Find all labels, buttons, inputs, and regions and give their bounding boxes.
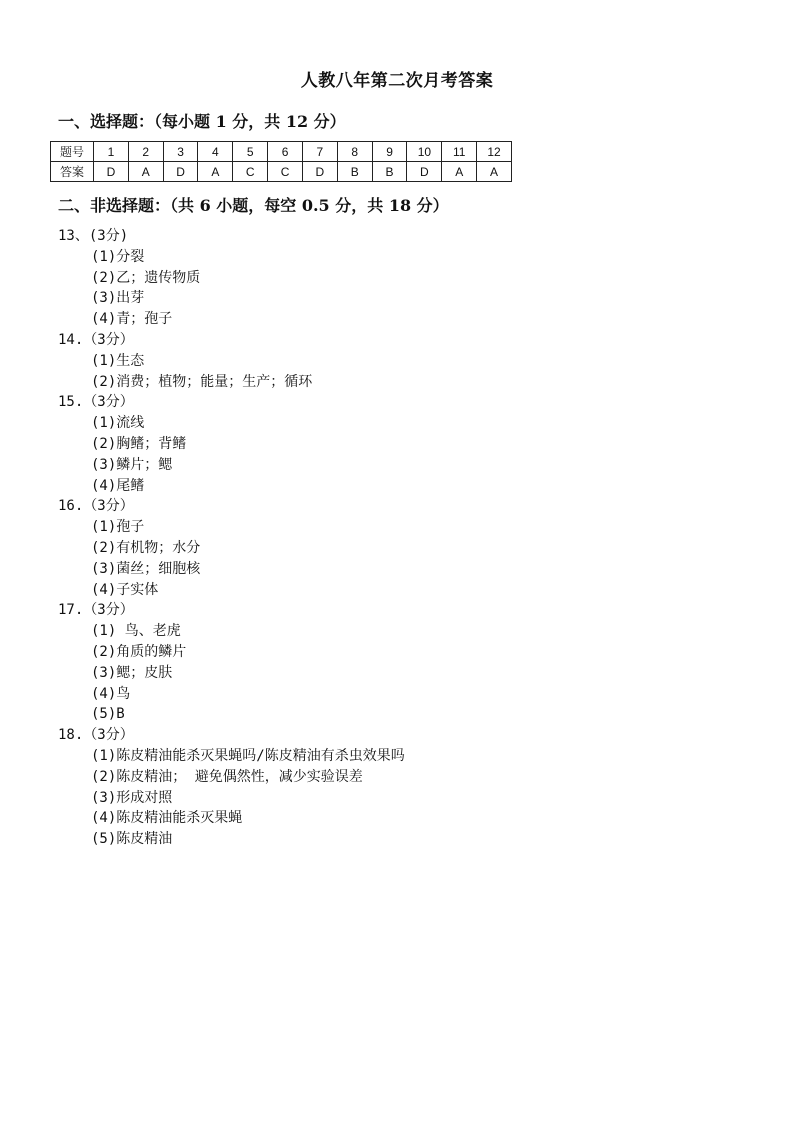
page-title: 人教八年第二次月考答案: [300, 71, 494, 91]
question-number-cell: 6: [268, 142, 303, 162]
answer-cell: A: [128, 162, 163, 182]
answer-cell: B: [337, 162, 372, 182]
answer-cell: D: [94, 162, 129, 182]
answer-line: (4)陈皮精油能杀灭果蝇: [91, 810, 243, 827]
answer-line: (1)分裂: [91, 248, 145, 265]
answer-cell: D: [302, 162, 337, 182]
question-number-cell: 8: [337, 142, 372, 162]
question-number-cell: 10: [407, 142, 442, 162]
answer-line: (4)鸟: [91, 685, 131, 702]
question-number-cell: 4: [198, 142, 233, 162]
row-label-answer: 答案: [51, 162, 94, 182]
answer-line: (3)形成对照: [91, 789, 173, 806]
answer-cell: C: [233, 162, 268, 182]
question-block-18: [58, 725, 758, 850]
answer-line: (1) 鸟、老虎: [91, 623, 181, 640]
question-label: 16.（3分）: [58, 498, 134, 515]
question-number-cell: 2: [128, 142, 163, 162]
question-number-cell: 1: [94, 142, 129, 162]
answer-line: (3)鳃；皮肤: [91, 664, 173, 681]
answer-cell: D: [163, 162, 198, 182]
question-block-13: [58, 226, 758, 330]
answer-line: (1)孢子: [91, 519, 145, 536]
answer-line: (2)角质的鳞片: [91, 643, 187, 660]
answer-line: (3)鳞片；鳃: [91, 456, 173, 473]
question-block-14: [58, 330, 758, 392]
answer-line: (4)尾鳍: [91, 477, 145, 494]
question-number-cell: 5: [233, 142, 268, 162]
question-number-cell: 11: [442, 142, 477, 162]
answer-cell: A: [477, 162, 512, 182]
question-label: 18.（3分）: [58, 727, 134, 744]
answer-line: (5)陈皮精油: [91, 831, 173, 848]
question-number-cell: 7: [302, 142, 337, 162]
answer-line: (2)胸鳍；背鳍: [91, 435, 187, 452]
question-list: [58, 226, 758, 850]
question-label: 17.（3分）: [58, 602, 134, 619]
answer-line: (1)生态: [91, 352, 145, 369]
answer-line: (3)菌丝；细胞核: [91, 560, 201, 577]
answer-line: (2)有机物；水分: [91, 539, 201, 556]
answer-line: (4)子实体: [91, 581, 159, 598]
question-number-cell: 9: [372, 142, 407, 162]
section-heading-non-choice: 二、非选择题：（共 6 小题，每空 0.5 分，共 18 分）: [58, 196, 449, 215]
answer-line: (2)陈皮精油； 避免偶然性，减少实验误差: [91, 768, 363, 785]
answer-line: (3)出芽: [91, 290, 145, 307]
question-label: 14.（3分）: [58, 331, 134, 348]
question-block-15: [58, 392, 758, 496]
question-number-cell: 3: [163, 142, 198, 162]
answer-line: (2)消费；植物；能量；生产；循环: [91, 373, 313, 390]
answer-cell: D: [407, 162, 442, 182]
question-label: 15.（3分）: [58, 394, 134, 411]
answer-line: (5)B: [91, 706, 125, 723]
answer-table: [50, 141, 512, 182]
question-label: 13、(3分): [58, 228, 129, 244]
question-block-17: [58, 600, 758, 725]
table-row-answers: [51, 162, 512, 182]
row-label-number: 题号: [51, 142, 94, 162]
question-block-16: [58, 496, 758, 600]
answer-line: (1)流线: [91, 415, 145, 432]
answer-line: (1)陈皮精油能杀灭果蝇吗/陈皮精油有杀虫效果吗: [91, 747, 405, 764]
answer-line: (2)乙；遗传物质: [91, 269, 201, 286]
table-row-numbers: [51, 142, 512, 162]
answer-line: (4)青；孢子: [91, 311, 173, 328]
question-number-cell: 12: [477, 142, 512, 162]
answer-cell: B: [372, 162, 407, 182]
answer-cell: A: [442, 162, 477, 182]
answer-cell: C: [268, 162, 303, 182]
section-heading-choice: 一、选择题：（每小题 1 分，共 12 分）: [58, 112, 346, 131]
answer-cell: A: [198, 162, 233, 182]
